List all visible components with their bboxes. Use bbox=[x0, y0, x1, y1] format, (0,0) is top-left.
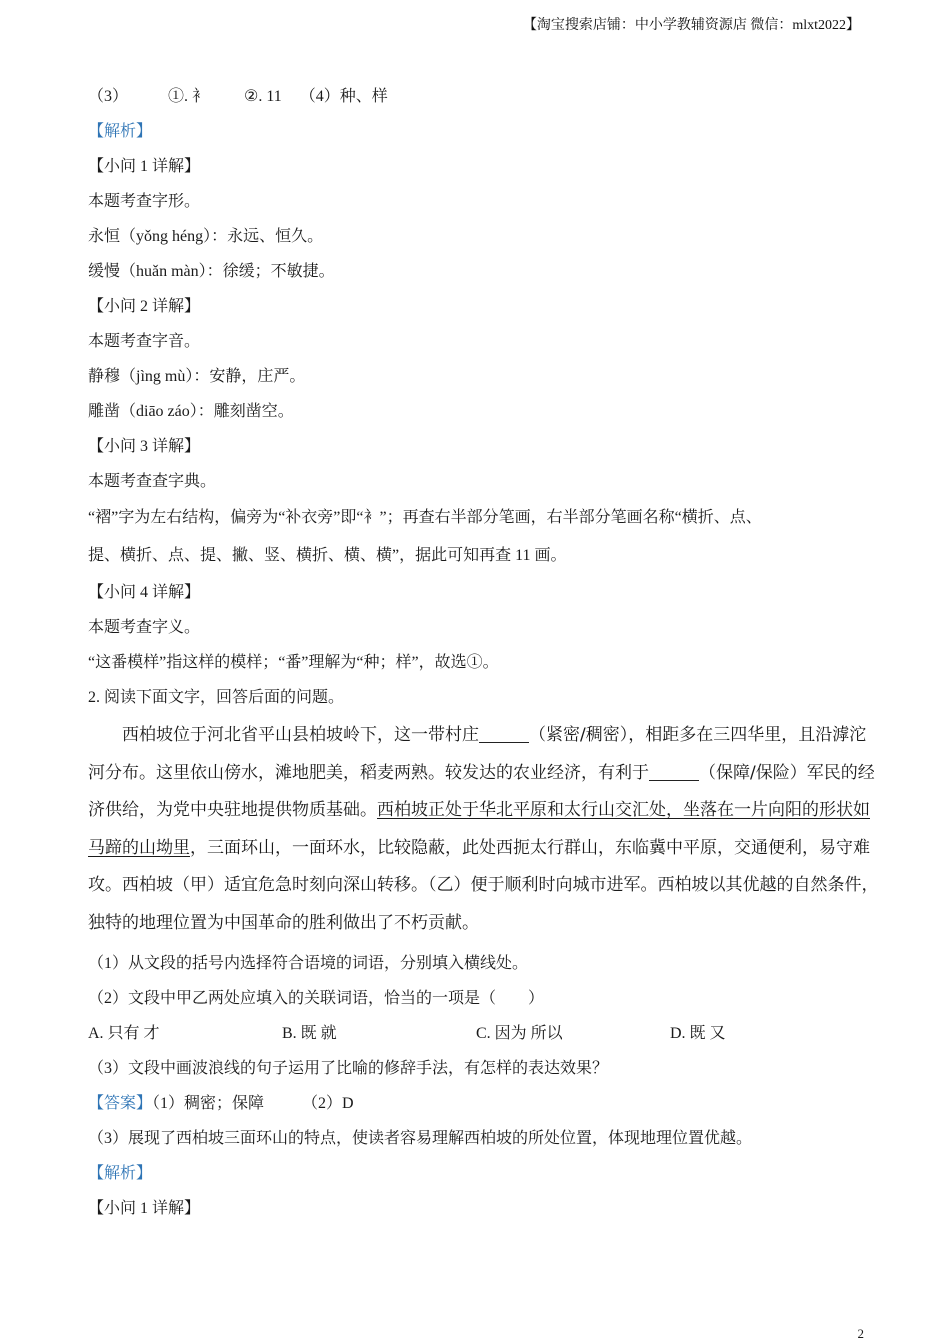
wavy-underlined-sentence: 西柏坡正处于华北平原和太行山交汇处，坐落在一片向阳的形状如 bbox=[377, 800, 870, 820]
subquestion-4-title: 【小问 4 详解】 bbox=[88, 584, 201, 601]
reading-passage bbox=[88, 717, 878, 942]
passage-text: （紧密/稠密），相距多在三四华里，且沿滹沱 bbox=[529, 725, 867, 745]
choice-options bbox=[88, 1016, 878, 1051]
subquestion-1-prompt: （1）从文段的括号内选择符合语境的词语，分别填入横线处。 bbox=[88, 955, 529, 972]
subquestion-3-title: 【小问 3 详解】 bbox=[88, 438, 201, 455]
answer-1: （1）稠密；保障 bbox=[152, 1095, 265, 1112]
passage-text: 攻。西柏坡（甲）适宜危急时刻向深山转移。（乙）便于顺利时向城市进军。西柏坡以其优越的自然条件， bbox=[88, 875, 879, 895]
question-2-stem: 2. 阅读下面文字，回答后面的问题。 bbox=[88, 689, 345, 706]
passage-text: 独特的地理位置为中国革命的胜利做出了不朽贡献。 bbox=[88, 912, 479, 933]
paragraph-line: 提、横折、点、提、撇、竖、横折、横、横”，据此可知再查 11 画。 bbox=[88, 547, 567, 564]
subquestion-2-title: 【小问 2 详解】 bbox=[88, 298, 201, 315]
paragraph-line: “这番模样”指这样的模样；“番”理解为“种；样”，故选①。 bbox=[88, 654, 499, 671]
subquestion-1-title: 【小问 1 详解】 bbox=[88, 1200, 201, 1217]
passage-text: 西柏坡位于河北省平山县柏坡岭下，这一带村庄 bbox=[122, 725, 479, 745]
paragraph-line: 本题考查查字典。 bbox=[88, 473, 217, 490]
answer-line-q1 bbox=[88, 79, 878, 114]
subquestion-3-prompt: （3）文段中画波浪线的句子运用了比喻的修辞手法，有怎样的表达效果？ bbox=[88, 1060, 609, 1077]
analysis-label: 【解析】 bbox=[88, 1165, 153, 1182]
answer-2: （2）D bbox=[302, 1095, 354, 1112]
answer-part-3-label: （3） bbox=[88, 88, 129, 105]
passage-text: （保障/保险）军民的经 bbox=[699, 762, 875, 783]
passage-text: ，三面环山，一面环水，比较隐蔽，此处西扼太行群山，东临冀中平原，交通便利，易守难 bbox=[190, 837, 870, 858]
passage-text: 济供给，为党中央驻地提供物质基础。 bbox=[88, 800, 377, 820]
paragraph-line: 雕凿（diāo záo）：雕刻凿空。 bbox=[88, 403, 294, 420]
paragraph-line: 本题考查字形。 bbox=[88, 193, 201, 210]
paragraph-line: 永恒（yǒng héng）：永远、恒久。 bbox=[88, 228, 324, 245]
document-body bbox=[88, 79, 878, 1226]
page-number: 2 bbox=[857, 1326, 864, 1341]
paragraph-line: 缓慢（huǎn màn）：徐缓；不敏捷。 bbox=[88, 263, 335, 280]
wavy-underlined-sentence: 马蹄的山坳里 bbox=[88, 837, 190, 858]
answer-3-1: ①. 衤 bbox=[168, 88, 209, 105]
paragraph-line: 静穆（jìng mù）：安静，庄严。 bbox=[88, 368, 306, 385]
answer-3: （3）展现了西柏坡三面环山的特点，使读者容易理解西柏坡的所处位置，体现地理位置优越。 bbox=[88, 1130, 753, 1147]
passage-text: 河分布。这里依山傍水，滩地肥美，稻麦两熟。较发达的农业经济，有利于 bbox=[88, 762, 649, 783]
fill-blank-2 bbox=[649, 762, 699, 781]
answer-3-2: ②. 11 bbox=[244, 88, 282, 105]
option-b: B. 既 就 bbox=[282, 1025, 337, 1042]
subquestion-2-prompt: （2）文段中甲乙两处应填入的关联词语，恰当的一项是（ ） bbox=[88, 990, 545, 1007]
option-c: C. 因为 所以 bbox=[476, 1025, 563, 1042]
fill-blank-1 bbox=[479, 724, 529, 743]
paragraph-line: “褶”字为左右结构，偏旁为“补衣旁”即“衤”；再查右半部分笔画，右半部分笔画名称“横折、点、 bbox=[88, 509, 762, 526]
paragraph-line: 本题考查字义。 bbox=[88, 619, 201, 636]
option-a: A. 只有 才 bbox=[88, 1025, 160, 1042]
option-d: D. 既 又 bbox=[670, 1025, 726, 1042]
answer-line-q2 bbox=[88, 1086, 878, 1121]
answer-label: 【答案】 bbox=[88, 1095, 153, 1112]
answer-part-4: （4）种、样 bbox=[299, 88, 388, 105]
page-header: 【淘宝搜索店铺：中小学教辅资源店 微信：mlxt2022】 bbox=[522, 18, 860, 33]
analysis-label: 【解析】 bbox=[88, 123, 153, 140]
subquestion-1-title: 【小问 1 详解】 bbox=[88, 158, 201, 175]
paragraph-line: 本题考查字音。 bbox=[88, 333, 201, 350]
